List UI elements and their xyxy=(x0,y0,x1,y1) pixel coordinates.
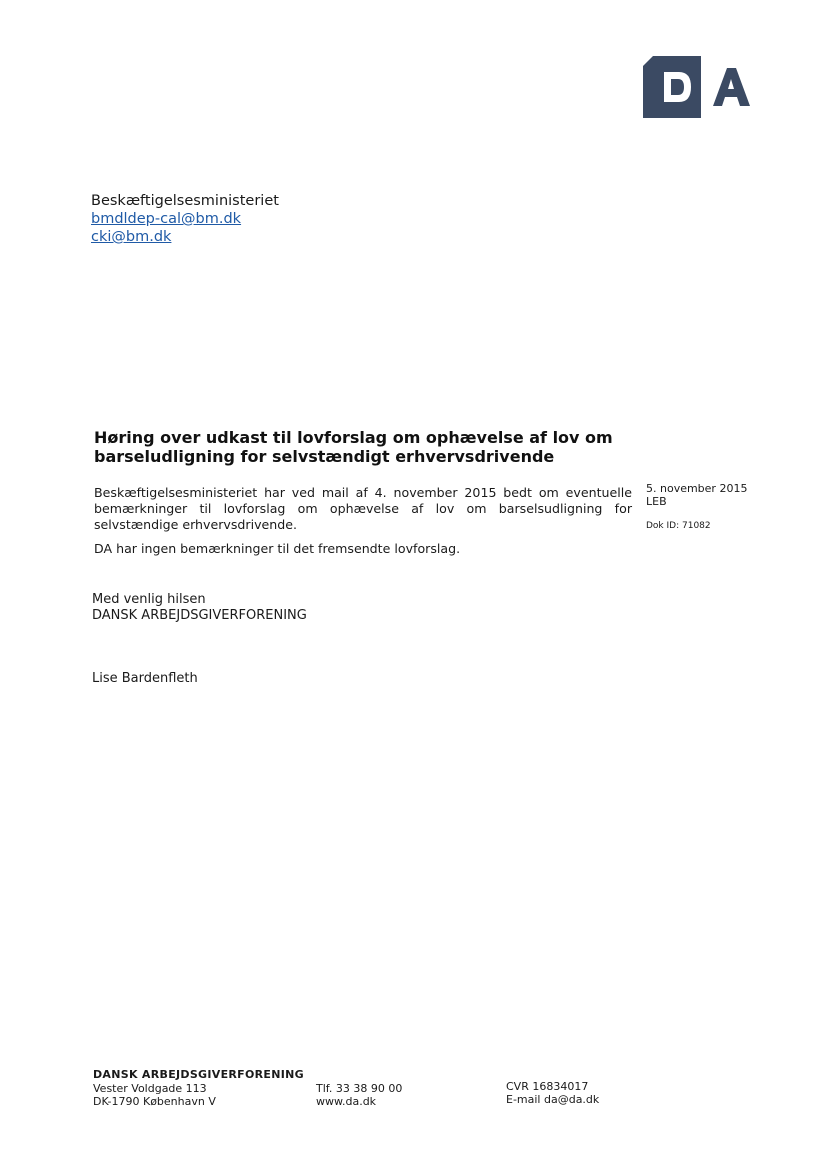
title-line-1: Høring over udkast til lovforslag om ophævelse af lov om xyxy=(94,428,613,447)
title-line-2: barseludligning for selvstændigt erhvervsdrivende xyxy=(94,447,555,466)
footer-registration xyxy=(506,1080,599,1106)
closing-greeting: Med venlig hilsen xyxy=(92,592,206,607)
document-id: Dok ID: 71082 xyxy=(646,521,711,531)
closing-block xyxy=(92,592,307,624)
footer-contact xyxy=(316,1082,402,1108)
footer-address xyxy=(93,1082,216,1108)
footer-city: DK-1790 København V xyxy=(93,1095,216,1108)
body-paragraph-1: Beskæftigelsesministeriet har ved mail af 4. november 2015 bedt om eventuelle bemærkninger til lovforslag om ophævelse af lov om barselsudligning for selvstændige erhvervsdrivende. xyxy=(94,485,632,532)
document-title xyxy=(94,428,654,466)
document-meta xyxy=(646,482,766,532)
closing-organization: DANSK ARBEJDSGIVERFORENING xyxy=(92,608,307,623)
da-logo-mark xyxy=(643,56,751,118)
recipient-block xyxy=(91,192,279,246)
footer-cvr: CVR 16834017 xyxy=(506,1080,589,1093)
recipient-email-2[interactable]: cki@bm.dk xyxy=(91,229,172,245)
footer-street: Vester Voldgade 113 xyxy=(93,1082,207,1095)
document-date: 5. november 2015 xyxy=(646,482,748,495)
footer-phone: Tlf. 33 38 90 00 xyxy=(316,1082,403,1095)
recipient-name: Beskæftigelsesministeriet xyxy=(91,193,279,209)
signer-name: Lise Bardenfleth xyxy=(92,671,198,686)
author-initials: LEB xyxy=(646,495,667,508)
recipient-email-1[interactable]: bmdldep-cal@bm.dk xyxy=(91,211,242,227)
footer-website[interactable]: www.da.dk xyxy=(316,1095,377,1108)
body-paragraph-2: DA har ingen bemærkninger til det fremsendte lovforslag. xyxy=(94,541,461,556)
footer-organization: DANSK ARBEJDSGIVERFORENING xyxy=(93,1068,304,1081)
footer-email[interactable]: E-mail da@da.dk xyxy=(506,1093,600,1106)
da-logo xyxy=(643,56,751,118)
